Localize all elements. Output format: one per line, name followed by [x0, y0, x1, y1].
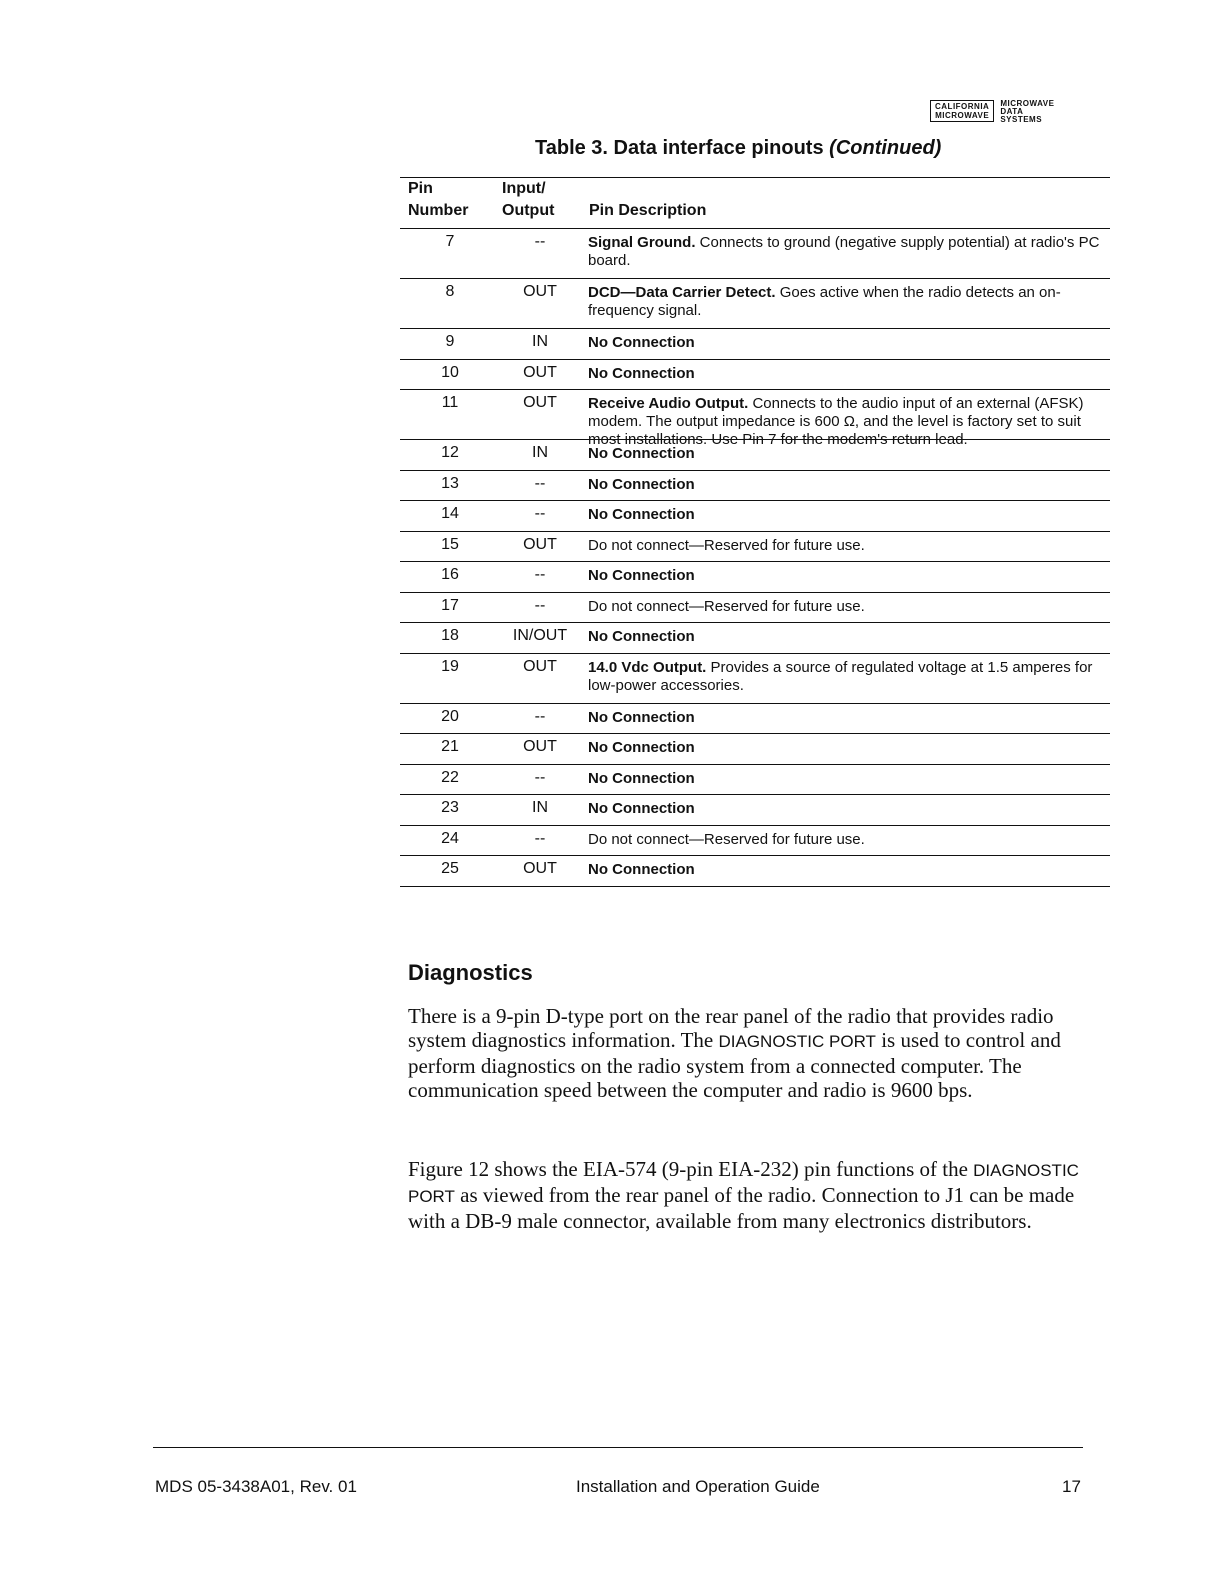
- pin-description-cell: [588, 334, 1102, 352]
- input-output-cell: OUT: [523, 394, 557, 411]
- pin-description-cell: [588, 739, 1102, 757]
- table-row: [400, 794, 1110, 825]
- footer-page-number: 17: [1062, 1477, 1081, 1496]
- pin-description-bold: No Connection: [588, 364, 695, 382]
- table-row: [400, 622, 1110, 653]
- pin-number-cell: 12: [441, 444, 459, 461]
- table-row: [400, 531, 1110, 562]
- input-output-cell: OUT: [523, 860, 557, 877]
- pin-description-bold: No Connection: [588, 769, 695, 787]
- table-row: [400, 855, 1110, 886]
- header-pin-description: Pin Description: [589, 202, 707, 219]
- pin-description-bold: Signal Ground.: [588, 234, 696, 251]
- paragraph-1: [408, 1004, 1088, 1102]
- input-output-cell: OUT: [523, 738, 557, 755]
- pin-description-bold: DCD—Data Carrier Detect.: [588, 284, 776, 301]
- header-pin-line2: Number: [408, 202, 469, 219]
- pin-description-bold: No Connection: [588, 739, 695, 756]
- paragraph-2-smallcaps: DIAGNOSTIC PORT: [408, 1161, 1079, 1206]
- input-output-cell: --: [534, 474, 546, 492]
- pin-description-bold: No Connection: [588, 628, 695, 645]
- pin-number-cell: 10: [441, 363, 459, 381]
- table-row: [400, 764, 1110, 795]
- paragraph-1-smallcaps: DIAGNOSTIC PORT: [718, 1032, 876, 1051]
- paragraph-1-text-b: is used to control and perform diagnostics on the radio system from a connected computer. The communication speed between the computer and radio is 9600 bps.: [408, 1028, 1061, 1102]
- header-pin-number: [408, 178, 468, 222]
- pin-description-text: Connects to ground (negative supply potential) at radio's PC board.: [588, 234, 1100, 269]
- pin-number-cell: 11: [441, 394, 459, 411]
- table-row: [400, 439, 1110, 470]
- pin-description-cell: [588, 628, 1102, 646]
- logo-box-line2: MICROWAVE: [935, 111, 990, 120]
- pin-description-bold: 14.0 Vdc Output.: [588, 658, 707, 676]
- pin-number-cell: 17: [441, 596, 459, 614]
- table-row: [400, 592, 1110, 623]
- pin-description-cell: [588, 537, 1102, 555]
- input-output-cell: --: [534, 707, 546, 725]
- pin-description-cell: [588, 800, 1102, 818]
- table-title: [535, 137, 941, 160]
- table-row: [400, 561, 1110, 592]
- pin-description-cell: [588, 476, 1102, 494]
- pin-description-cell: [588, 831, 1102, 849]
- input-output-cell: --: [534, 829, 546, 847]
- pin-number-cell: 14: [441, 505, 459, 522]
- pin-description-cell: [588, 234, 1102, 270]
- pin-number-cell: 8: [445, 283, 455, 300]
- table-header: [400, 178, 1110, 228]
- table-row: [400, 359, 1110, 390]
- table-bottom-rule: [400, 886, 1110, 887]
- header-input-output: [502, 178, 554, 222]
- logo-side-line1: MICROWAVE: [1000, 99, 1055, 108]
- pin-description-bold: No Connection: [588, 475, 695, 493]
- pin-number-cell: 16: [441, 566, 459, 583]
- input-output-cell: --: [534, 505, 546, 522]
- logo-side-line3: SYSTEMS: [1000, 115, 1043, 124]
- paragraph-1-text-a: There is a 9-pin D-type port on the rear panel of the radio that provides radio system diagnostics information. The: [408, 1004, 1054, 1052]
- footer-rule: [153, 1447, 1083, 1448]
- pin-description-text: Goes active when the radio detects an on-frequency signal.: [588, 284, 1061, 319]
- table-row: [400, 328, 1110, 359]
- pin-description-bold: Receive Audio Output.: [588, 395, 749, 412]
- table-row: [400, 389, 1110, 448]
- pin-description-cell: [588, 445, 1102, 463]
- pin-description-text: Do not connect—Reserved for future use.: [588, 597, 865, 615]
- input-output-cell: --: [534, 596, 546, 614]
- pin-description-bold: No Connection: [588, 506, 695, 523]
- company-logo: [930, 100, 1054, 124]
- input-output-cell: OUT: [523, 535, 557, 553]
- pin-description-cell: [588, 284, 1102, 320]
- table-row: [400, 470, 1110, 501]
- pin-number-cell: 21: [441, 738, 459, 755]
- pinout-table: [400, 177, 1110, 887]
- footer-guide-title: Installation and Operation Guide: [576, 1477, 820, 1496]
- pin-number-cell: 22: [441, 768, 459, 786]
- table-title-suffix: (Continued): [829, 137, 942, 159]
- pin-description-cell: [588, 709, 1102, 727]
- paragraph-2-text-b: as viewed from the rear panel of the radio. Connection to J1 can be made with a DB-9 male connector, available from many electronics distributors.: [408, 1183, 1075, 1233]
- input-output-cell: IN: [532, 444, 548, 461]
- table-row: [400, 703, 1110, 734]
- pin-description-bold: No Connection: [588, 445, 695, 462]
- pin-number-cell: 19: [441, 657, 459, 675]
- pin-description-bold: No Connection: [588, 708, 695, 726]
- table-row: [400, 653, 1110, 703]
- pin-number-cell: 15: [441, 535, 459, 553]
- pin-description-bold: No Connection: [588, 567, 695, 584]
- header-pin-line1: Pin: [408, 180, 433, 197]
- header-io-line2: Output: [502, 202, 555, 219]
- table-row: [400, 278, 1110, 328]
- pin-description-bold: No Connection: [588, 861, 695, 878]
- pin-number-cell: 7: [445, 233, 455, 250]
- pin-description-cell: [588, 770, 1102, 788]
- logo-box-line1: CALIFORNIA: [935, 102, 990, 111]
- table-row: [400, 228, 1110, 278]
- paragraph-2-text-a: Figure 12 shows the EIA-574 (9-pin EIA-232) pin functions of the: [408, 1157, 974, 1181]
- logo-box: [930, 100, 994, 122]
- pin-description-text: Provides a source of regulated voltage at 1.5 amperes for low-power accessories.: [588, 658, 1093, 694]
- pin-description-cell: [588, 567, 1102, 585]
- pin-description-cell: [588, 659, 1102, 695]
- input-output-cell: IN: [532, 799, 548, 816]
- pin-description-bold: No Connection: [588, 334, 695, 351]
- logo-side: [1000, 100, 1054, 124]
- pin-number-cell: 24: [441, 829, 459, 847]
- pin-number-cell: 9: [445, 333, 455, 350]
- table-row: [400, 733, 1110, 764]
- input-output-cell: --: [534, 768, 546, 786]
- pin-description-text: Do not connect—Reserved for future use.: [588, 536, 865, 554]
- table-body: [400, 228, 1110, 886]
- table-title-text: Table 3. Data interface pinouts: [535, 137, 824, 159]
- input-output-cell: IN/OUT: [512, 627, 568, 644]
- pin-number-cell: 23: [441, 799, 459, 816]
- pin-number-cell: 25: [441, 860, 459, 877]
- section-title: Diagnostics: [408, 960, 533, 985]
- input-output-cell: OUT: [523, 657, 557, 675]
- input-output-cell: --: [534, 566, 546, 583]
- footer-doc-id: MDS 05-3438A01, Rev. 01: [155, 1477, 357, 1496]
- logo-side-line2: DATA: [1000, 107, 1024, 116]
- pin-description-cell: [588, 598, 1102, 616]
- pin-description-text: Do not connect—Reserved for future use.: [588, 830, 865, 848]
- pin-description-text: Connects to the audio input of an external (AFSK) modem. The output impedance is 600 Ω, and the level is factory set to suit most installations. Use Pin 7 for the modem's return lead.: [588, 395, 1084, 448]
- input-output-cell: OUT: [523, 283, 557, 300]
- table-row: [400, 500, 1110, 531]
- pin-number-cell: 13: [441, 474, 459, 492]
- paragraph-2: [408, 1157, 1088, 1233]
- input-output-cell: OUT: [523, 363, 557, 381]
- input-output-cell: IN: [532, 333, 548, 350]
- input-output-cell: --: [534, 233, 546, 250]
- pin-description-cell: [588, 506, 1102, 524]
- pin-number-cell: 18: [441, 627, 459, 644]
- pin-description-cell: [588, 861, 1102, 879]
- table-row: [400, 825, 1110, 856]
- pin-description-bold: No Connection: [588, 800, 695, 817]
- header-io-line1: Input/: [502, 180, 546, 197]
- pin-description-cell: [588, 365, 1102, 383]
- pin-number-cell: 20: [441, 707, 459, 725]
